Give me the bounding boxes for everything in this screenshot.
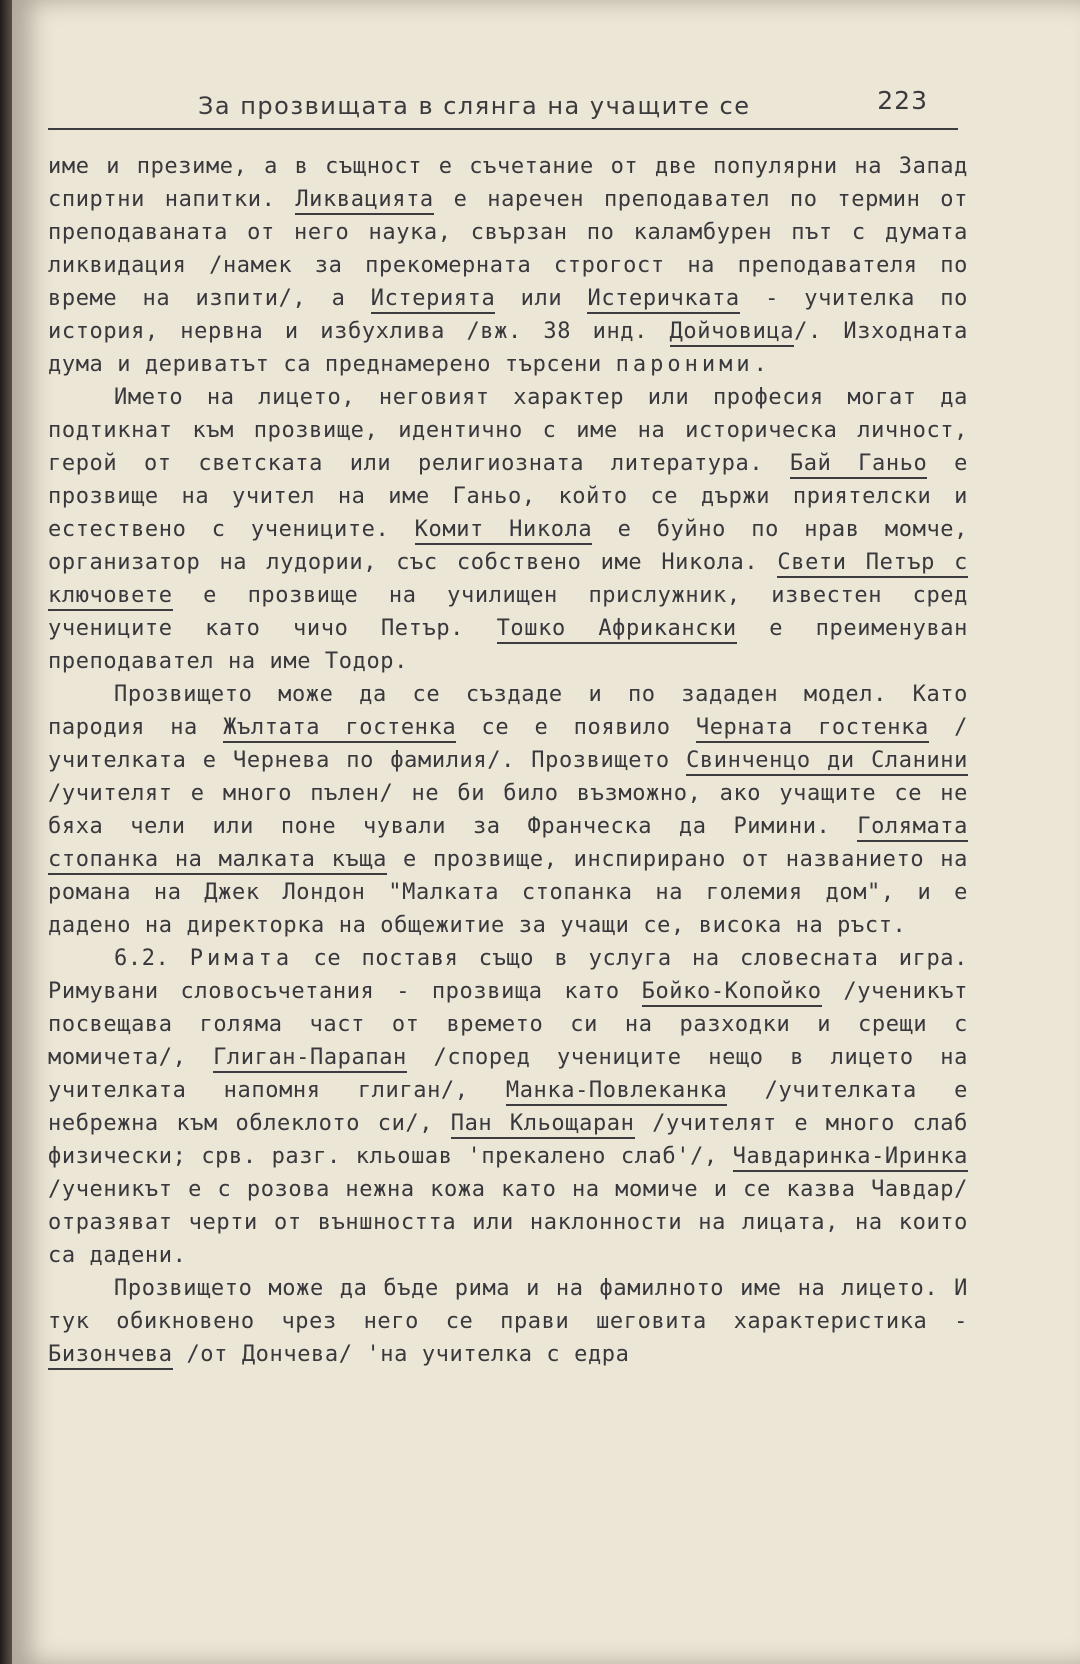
paragraph (48, 1272, 968, 1371)
text-run: се поставя също в услуга на словесната игра. Римувани словосъчетания - прозвища като (48, 946, 968, 1004)
text-run: е прозвище на учител на име Ганьо, който се държи приятелски и естествено с учениците. (48, 451, 968, 542)
underlined-nickname: Бизончева (48, 1342, 173, 1370)
underlined-nickname: Комит Никола (415, 517, 593, 545)
underlined-nickname: Чавдаринка-Иринка (733, 1144, 968, 1172)
running-header (48, 86, 958, 130)
underlined-nickname: Тошко Африкански (497, 616, 737, 644)
header-title: За прозвищата в слянга на учащите се (198, 92, 751, 120)
underlined-nickname: Голямата стопанка на малката къща (48, 814, 968, 875)
text-run: 6.2. (114, 946, 190, 971)
body-text (48, 150, 968, 1371)
book-spine-shadow (0, 0, 12, 1664)
paragraph (48, 381, 968, 678)
text-run: - учителка по история, нервна и избухлива /вж. 38 инд. (48, 286, 968, 344)
text-run: се е появило (456, 715, 696, 740)
underlined-nickname: Истерията (371, 286, 496, 314)
underlined-nickname: Свинченцо ди Сланини (686, 748, 968, 776)
paragraph (48, 150, 968, 381)
text-run: /учителят е много пълен/ не би било възможно, ако учащите се не бяха чели или поне чували за Франческа да Римини. (48, 781, 968, 839)
underlined-nickname: Манка-Повлеканка (506, 1078, 728, 1106)
text-run: е буйно по нрав момче, организатор на лудории, със собствено име Никола. (48, 517, 968, 575)
text-run: /учителката е небрежна към облеклото си/, (48, 1078, 968, 1136)
text-run: е наречен преподавател по термин от преподаваната от него наука, свързан по каламбурен път с думата ликвидация /намек за прекомерната строгост на преподавателя по време на изпити/, а (48, 187, 968, 311)
text-run: е преименуван преподавател на име Тодор. (48, 616, 968, 674)
underlined-nickname: Бойко-Копойко (642, 979, 822, 1007)
text-run: /учителят е много слаб физически; срв. разг. кльошав 'прекалено слаб'/, (48, 1111, 968, 1169)
underlined-nickname: Ликвацията (295, 187, 433, 215)
underlined-nickname: Бай Ганьо (790, 451, 928, 479)
scanned-page (12, 0, 1080, 1664)
text-run: е прозвище на училищен прислужник, известен сред учениците като чичо Петър. (48, 583, 968, 641)
text-run: /. Изходната дума и дериватът са преднамерено търсени (48, 319, 968, 377)
text-run: или (495, 286, 588, 311)
text-run: /от Дончева/ 'на учителка с едра (172, 1342, 630, 1367)
header-rule (48, 128, 958, 130)
text-run: име и презиме, а в същност е съчетание от две популярни на Запад спиртни напитки. (48, 154, 968, 212)
text-run: /ученикът посвещава голяма част от времето си на разходки и срещи с момичета/, (48, 979, 969, 1070)
paragraph (48, 678, 968, 942)
text-run: Прозвището може да бъде рима и на фамилното име на лицето. И тук обикновено чрез него се прави шеговита характеристика - (48, 1276, 968, 1334)
underlined-nickname: Глиган-Парапан (213, 1045, 407, 1073)
paragraph (48, 942, 968, 1272)
text-run: Прозвището може да се създаде и по зададен модел. Като пародия на (48, 682, 968, 740)
spaced-emphasis: пароними (615, 352, 754, 377)
text-run: /ученикът е с розова нежна кожа като на момиче и се казва Чавдар/ отразяват черти от външността или наклонности на лицата, на които са дадени. (48, 1177, 968, 1268)
text-run: е прозвище, инспирирано от названието на романа на Джек Лондон "Малката стопанка на големия дом", и е дадено на директорка на общежитие за учащи се, висока на ръст. (48, 847, 968, 938)
text-run: /според учениците нещо в лицето на учителката напомня глиган/, (48, 1045, 968, 1103)
underlined-nickname: Жълтата гостенка (223, 715, 456, 743)
text-run: Името на лицето, неговият характер или професия могат да подтикнат към прозвище, идентично с име на историческа личност, герой от светската или религиозната литература. (48, 385, 968, 476)
page-number: 223 (877, 86, 928, 115)
underlined-nickname: Черната гостенка (696, 715, 929, 743)
underlined-nickname: Свети Петър с ключовете (48, 550, 968, 611)
underlined-nickname: Истеричката (587, 286, 739, 314)
underlined-nickname: Дойчовица (670, 319, 795, 347)
text-run: /учителката е Чернева по фамилия/. Прозвището (48, 715, 968, 773)
spaced-emphasis: Римата (189, 946, 294, 971)
underlined-nickname: Пан Кльощаран (451, 1111, 635, 1139)
text-run: . (753, 352, 768, 377)
